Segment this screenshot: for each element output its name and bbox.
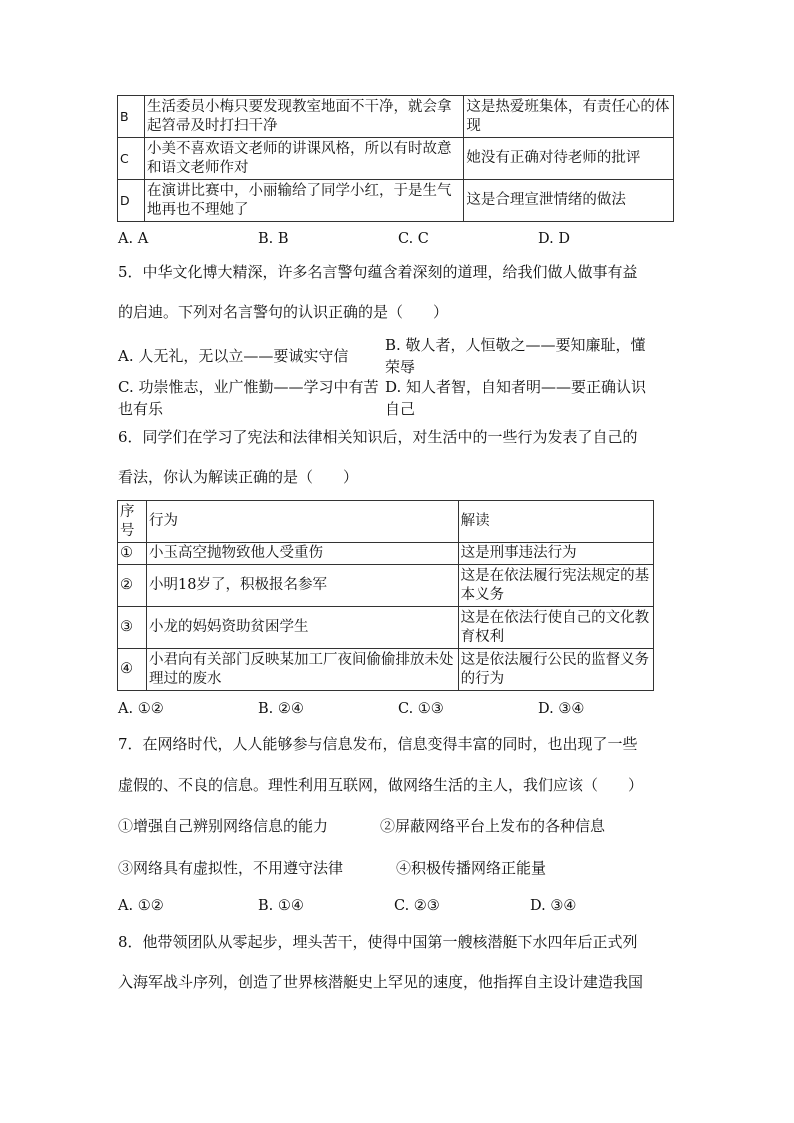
table-row	[118, 138, 674, 180]
q7-stem-line1: 7．在网络时代，人人能够参与信息发布，信息变得丰富的同时，也出现了一些	[118, 735, 638, 753]
option-d[interactable]: D. ③④	[538, 701, 585, 717]
q7-statement-1: ①增强自己辨别网络信息的能力	[118, 817, 329, 835]
row-comment: 她没有正确对待老师的批评	[464, 138, 674, 180]
row-label: B	[118, 96, 145, 138]
row-read: 这是在依法行使自己的文化教育权利	[458, 607, 653, 649]
q5-stem-line2: 的启迪。下列对名言警句的认识正确的是（ ）	[118, 303, 449, 321]
q6-stem-line2: 看法，你认为解读正确的是（ ）	[118, 468, 359, 486]
table-row	[118, 180, 674, 222]
table-row	[118, 649, 654, 691]
row-read: 这是刑事违法行为	[458, 543, 653, 565]
row-label: D	[118, 180, 145, 222]
q5-option-a[interactable]: A. 人无礼，无以立——要诚实守信	[118, 347, 349, 365]
header-act: 行为	[147, 501, 459, 543]
table-row	[118, 565, 654, 607]
option-b[interactable]: B. B	[258, 231, 289, 247]
q5-option-c[interactable]: C. 功崇惟志，业广惟勤——学习中有苦也有乐	[118, 378, 379, 418]
row-case: 小美不喜欢语文老师的讲课风格，所以有时故意和语文老师作对	[144, 138, 463, 180]
option-a[interactable]: A. ①②	[118, 898, 164, 914]
option-c[interactable]: C. ①③	[398, 701, 444, 717]
q6-table	[117, 500, 654, 691]
row-comment: 这是合理宣泄情绪的做法	[464, 180, 674, 222]
row-act: 小明18岁了，积极报名参军	[147, 565, 459, 607]
row-case: 在演讲比赛中，小丽输给了同学小红，于是生气地再也不理她了	[144, 180, 463, 222]
table-row	[118, 607, 654, 649]
row-act: 小君向有关部门反映某加工厂夜间偷偷排放未处理过的废水	[147, 649, 459, 691]
q7-stem-line2: 虚假的、不良的信息。理性利用互联网，做网络生活的主人，我们应该（ ）	[118, 776, 644, 794]
header-read: 解读	[458, 501, 653, 543]
q5-option-d[interactable]: D. 知人者智，自知者明——要正确认识自己	[385, 378, 647, 418]
q5-stem-line1: 5．中华文化博大精深，许多名言警句蕴含着深刻的道理，给我们做人做事有益	[118, 263, 638, 281]
row-num: ③	[118, 607, 147, 649]
option-d[interactable]: D. D	[538, 231, 570, 247]
q7-statement-3: ③网络具有虚拟性，不用遵守法律	[118, 859, 344, 877]
q5-option-b[interactable]: B. 敬人者，人恒敬之——要知廉耻，懂荣辱	[385, 336, 646, 376]
option-d[interactable]: D. ③④	[530, 898, 577, 914]
header-num: 序号	[118, 501, 147, 543]
option-b[interactable]: B. ②④	[258, 701, 304, 717]
row-act: 小玉高空抛物致他人受重伤	[147, 543, 459, 565]
q7-statement-2: ②屏蔽网络平台上发布的各种信息	[380, 817, 606, 835]
row-case: 生活委员小梅只要发现教室地面不干净，就会拿起笤帚及时打扫干净	[144, 96, 463, 138]
row-num: ①	[118, 543, 147, 565]
q8-stem-line2: 入海军战斗序列，创造了世界核潜艇史上罕见的速度，他指挥自主设计建造我国	[118, 973, 644, 991]
q4-table	[117, 95, 674, 222]
table-row	[118, 96, 674, 138]
option-a[interactable]: A. ①②	[118, 701, 164, 717]
option-c[interactable]: C. ②③	[394, 898, 440, 914]
table-row	[118, 543, 654, 565]
q8-stem-line1: 8．他带领团队从零起步，埋头苦干，使得中国第一艘核潜艇下水四年后正式列	[118, 933, 638, 951]
row-read: 这是在依法履行宪法规定的基本义务	[458, 565, 653, 607]
row-label: C	[118, 138, 145, 180]
option-b[interactable]: B. ①④	[258, 898, 304, 914]
row-num: ②	[118, 565, 147, 607]
row-read: 这是依法履行公民的监督义务的行为	[458, 649, 653, 691]
q6-stem-line1: 6．同学们在学习了宪法和法律相关知识后，对生活中的一些行为发表了自己的	[118, 428, 638, 446]
q7-statement-4: ④积极传播网络正能量	[396, 859, 547, 877]
row-num: ④	[118, 649, 147, 691]
row-act: 小龙的妈妈资助贫困学生	[147, 607, 459, 649]
option-a[interactable]: A. A	[118, 231, 149, 247]
row-comment: 这是热爱班集体，有责任心的体现	[464, 96, 674, 138]
table-header-row	[118, 501, 654, 543]
option-c[interactable]: C. C	[398, 231, 429, 247]
